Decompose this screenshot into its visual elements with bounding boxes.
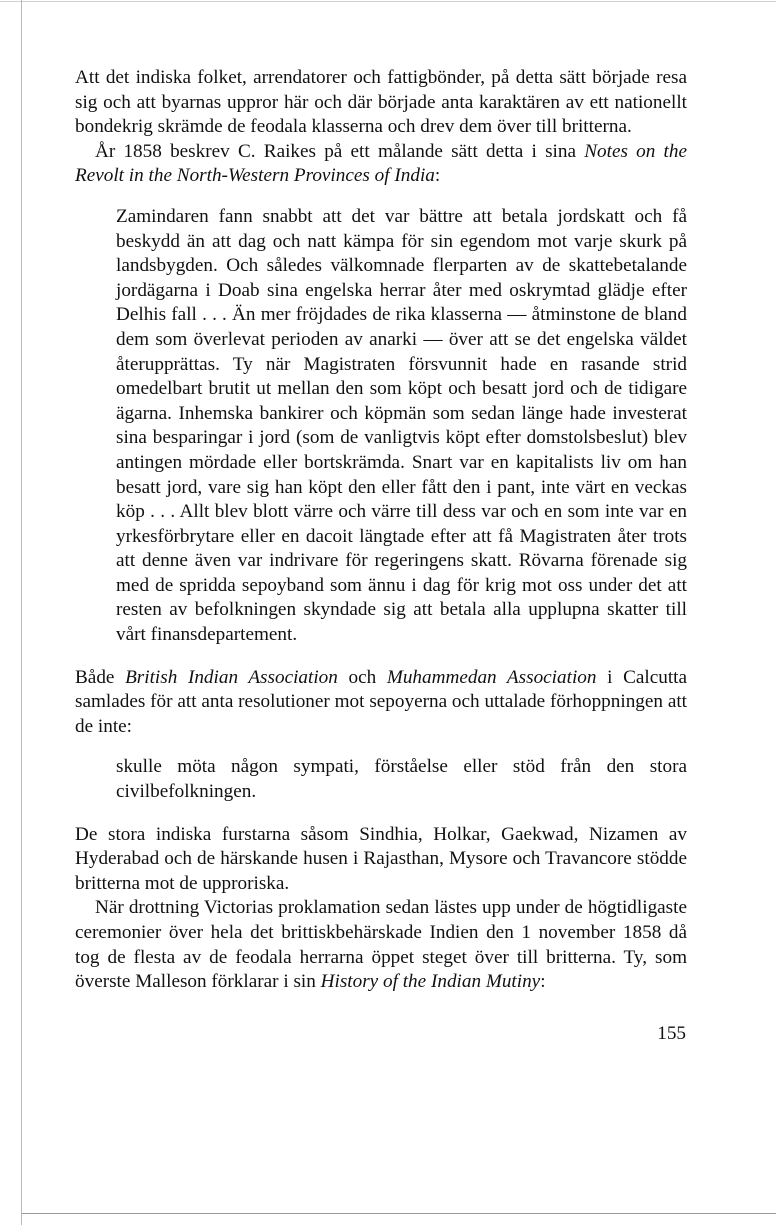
raikes-book-title: Notes on the Revolt in the North-Western Provinces of India [75,140,687,187]
paragraph-intro: Att det indiska folket, arrendatorer och fattigbönder, på detta sätt började resa sig och att byarnas uppror här och där började anta karaktären av ett nationellt bondekrig skrämde de feodala klasserna och drev dem över till britterna. [75,67,687,138]
paragraph-proclamation [75,896,687,994]
associations-word-2: och [337,666,387,688]
malleson-book-title: History of the Indian Mutiny [320,971,541,993]
block-quote-resolution: skulle möta någon sympati, förståelse eller stöd från den stora civilbefolkningen. [116,756,687,803]
block-quote-raikes: Zamindaren fann snabbt att det var bättre att betala jordskatt och få beskydd än att dag och natt kämpa för sin egendom mot varje skurk på landsbygden. Och således välkomnade flerparten av de skattebetalande jordägarna i Doab sina engelska herrar åter med oskrymtad glädje efter Delhis fall . . . Än mer fröjdades de rika klasserna — åtminstone de bland dem som överlevat perioden av anarki — över att se det engelska väldet återupprättas. Ty när Magistraten försvunnit hade en rasande strid omedelbart brutit ut mellan den som köpt och besatt jord och de tidigare ägarna. Inhemska bankirer och köpmän som sedan länge hade investerat sina besparingar i jord (som de vanligtvis köpt efter domstolsbeslut) blev antingen mördade eller bortskrämda. Snart var en kapitalists liv om han besatt jord, vare sig han köpt den eller fått den i pant, inte värt en veckas köp . . . Allt blev blott värre och värre till dess var och en som inte var en yrkesförbrytare eller en dacoit längtade efter att få Magistraten åter trots att denne även var indrivare för regeringens skatt. Rövarna förenade sig med de spridda sepoyband som ännu i dag för krig mot oss under det att resten av befolkningen skyndade sig att betala alla upplupna skatter till vårt finansdepartement. [116,205,687,646]
page-number: 155 [657,1023,686,1044]
associations-word-1: Både [75,666,126,688]
paragraph-raikes [75,140,687,189]
association-name-1: British Indian Association [125,666,338,688]
paragraph-princes: De stora indiska furstarna såsom Sindhia, Holkar, Gaekwad, Nizamen av Hyderabad och de härskande husen i Rajasthan, Mysore och Travancore stödde britterna mot de upproriska. [75,823,687,894]
page-top-edge [0,1,776,2]
page-left-edge [21,0,22,1225]
association-name-2: Muhammedan Association [386,666,597,688]
raikes-lead: År 1858 beskrev C. Raikes på ett målande sätt detta i sina [95,140,585,162]
page-bottom-edge [22,1213,776,1214]
associations-tail: i Calcutta samlades för att anta resolutioner mot sepoyerna och uttalade förhoppningen att de inte: [75,666,688,737]
paragraph-associations [75,666,687,740]
page-body [75,66,687,995]
proclamation-tail: : [540,971,546,993]
proclamation-lead: När drottning Victorias proklamation sedan lästes upp under de högtidligaste ceremonier över hela det brittiskbehärskade Indien den 1 november 1858 då tog de flesta av de feodala herrarna öppet steget över till britterna. Ty, som överste Malleson förklarar i sin [75,897,687,993]
raikes-tail: : [434,165,441,187]
